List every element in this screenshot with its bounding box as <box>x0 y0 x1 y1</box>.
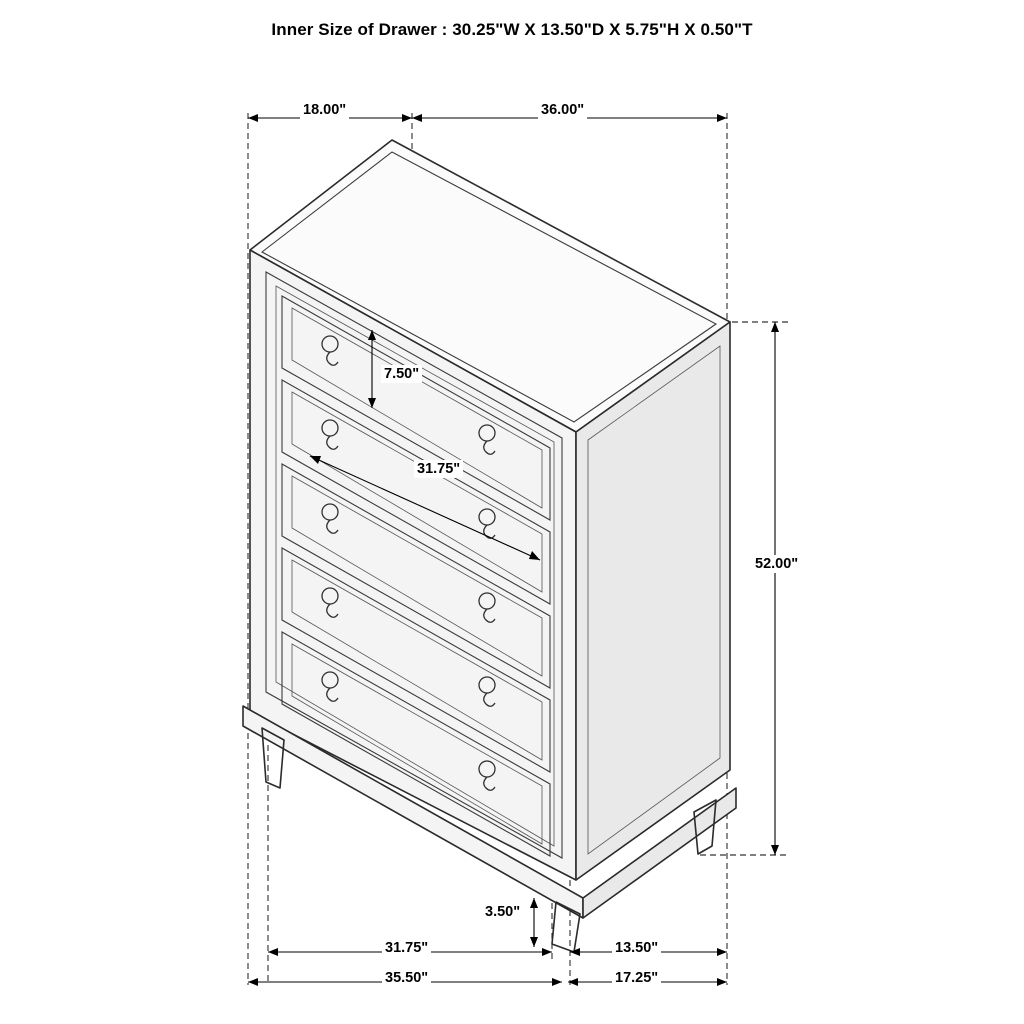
dim-overall-side-depth: 17.25" <box>612 969 661 987</box>
dim-overall-front-width: 35.50" <box>382 969 431 987</box>
dim-drawer-front-width: 31.75" <box>414 460 463 478</box>
page-title: Inner Size of Drawer : 30.25"W X 13.50"D X 5.75"H X 0.50"T <box>271 20 753 39</box>
dim-overall-height: 52.00" <box>752 555 801 573</box>
dim-drawer-front-height: 7.50" <box>381 365 422 383</box>
dim-top-left-width: 18.00" <box>300 101 349 119</box>
chest-body <box>243 140 736 952</box>
dim-top-right-width: 36.00" <box>538 101 587 119</box>
dim-base-front-width: 31.75" <box>382 939 431 957</box>
dim-leg-height: 3.50" <box>482 903 523 921</box>
dim-base-side-depth: 13.50" <box>612 939 661 957</box>
